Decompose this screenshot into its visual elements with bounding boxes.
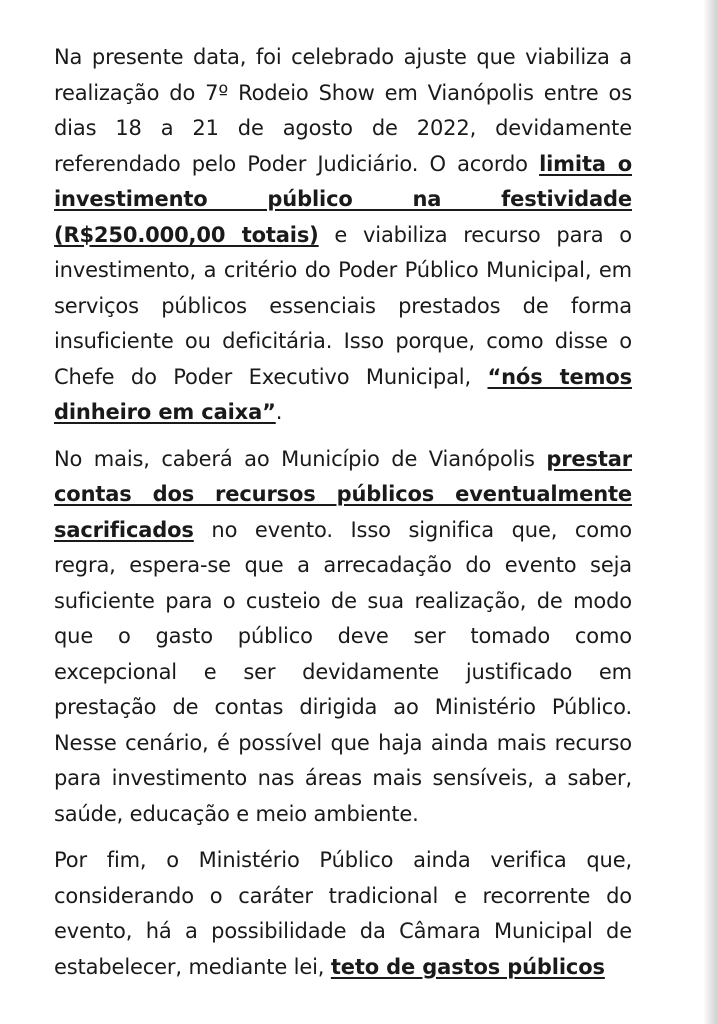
page-edge-shadow bbox=[703, 0, 717, 1024]
paragraph-text: e viabiliza recurso para o investimento, a critério do Poder Público Municipal, em serviços públicos essenciais prestados de forma insuficiente ou deficitária. Isso porque, como disse o Chefe do Poder Executivo Municipal, bbox=[54, 222, 632, 389]
paragraph-2 bbox=[54, 442, 632, 833]
paragraph-3 bbox=[54, 843, 632, 985]
document-body bbox=[54, 40, 632, 996]
emphasized-quote: “nós temos dinheiro em caixa” bbox=[54, 364, 632, 424]
emphasized-text: teto de gastos públicos bbox=[330, 954, 605, 979]
paragraph-1 bbox=[54, 40, 632, 431]
paragraph-text: Na presente data, foi celebrado ajuste que viabiliza a realização do 7º Rodeio Show em Vianópolis entre os dias 18 a 21 de agosto de 2022, devidamente referendado pelo Poder Judiciário. O acordo bbox=[54, 45, 632, 176]
paragraph-text: Por fim, o Ministério Público ainda verifica que, considerando o caráter tradicional e recorrente do evento, há a possibilidade da Câmara Municipal de estabelecer, mediante lei, bbox=[54, 848, 632, 979]
paragraph-text: . bbox=[275, 400, 283, 424]
emphasized-text: prestar contas dos recursos públicos eventualmente sacrificados bbox=[54, 446, 632, 542]
paragraph-text: No mais, caberá ao Município de Vianópolis bbox=[54, 446, 547, 471]
emphasized-text: limita o investimento público na festividade (R$250.000,00 totais) bbox=[54, 151, 632, 247]
paragraph-text: no evento. Isso significa que, como regra, espera-se que a arrecadação do evento seja suficiente para o custeio de sua realização, de modo que o gasto público deve ser tomado como excepcional e ser devidamente justificado em prestação de contas dirigida ao Ministério Público. Nesse cenário, é possível que haja ainda mais recurso para investimento nas áreas mais sensíveis, a saber, saúde, educação e meio ambiente. bbox=[54, 517, 632, 826]
